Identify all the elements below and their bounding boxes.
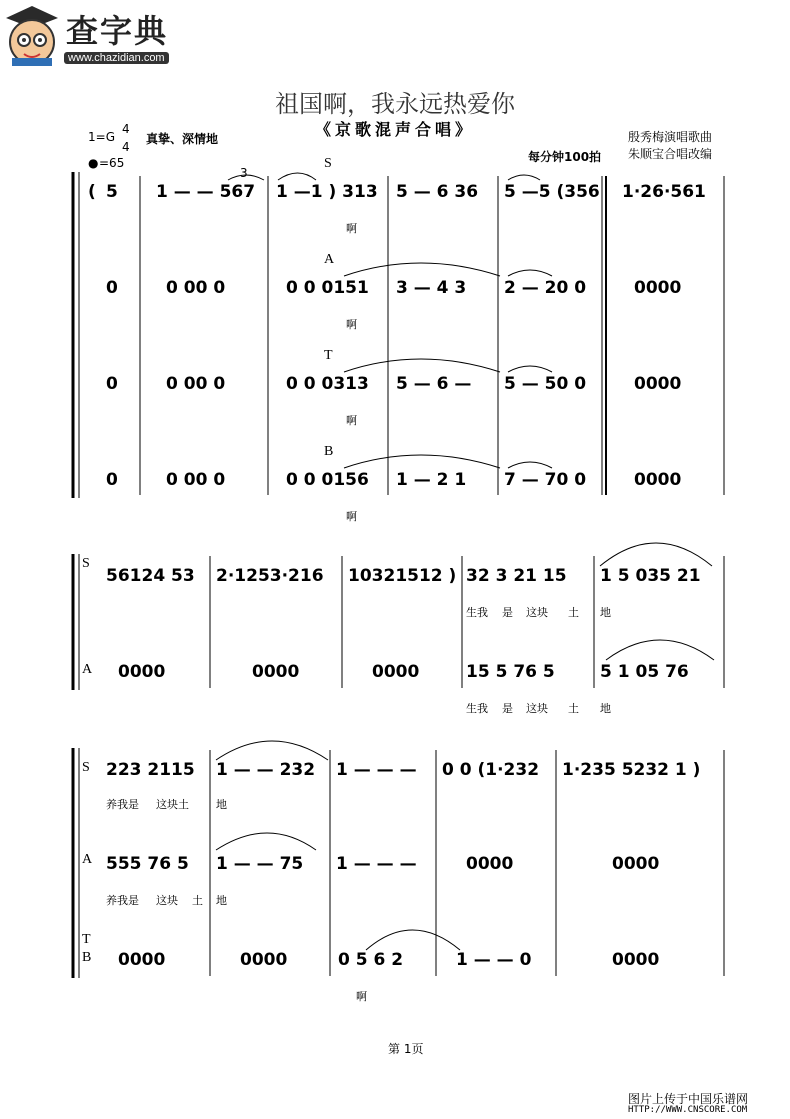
s2-lyric-a-3: 土 [568,702,579,715]
s1-b-m5: 0000 [634,470,682,490]
s1-lyric-s: 啊 [346,222,357,235]
s2-lyric-a-0: 生我 [466,702,488,715]
tempo-mark: =65 [99,156,125,170]
s1-a-m3: 3 — 4 3 [396,278,467,298]
s2-s-m2: 10321512 ) [348,566,457,586]
logo-url[interactable]: www.chazidian.com [64,52,169,64]
triplet-mark: 3 [240,166,248,180]
s2-lyric-s-4: 地 [600,606,611,619]
s1-lyric-b: 啊 [346,510,357,523]
s3-a-m1: 1 — — 75 [216,854,304,874]
s2-lyric-a-4: 地 [600,702,611,715]
s3-part-label-bass: B [82,950,92,965]
s3-a-m2: 1 — — — [336,854,417,874]
credit-arranger: 朱顺宝合唱改编 [628,147,713,161]
s3-lyric-a-3: 地 [216,894,227,907]
s3-s-m4: 1·235 5232 1 ) [562,760,701,780]
s2-lyric-s-3: 土 [568,606,579,619]
s3-part-label-soprano: S [82,760,90,775]
s3-tb-m0: 0000 [118,950,166,970]
s3-part-label-alto: A [82,852,93,867]
s1-a-m1: 0 00 0 [166,278,226,298]
footer-url[interactable]: HTTP://WWW.CNSCORE.COM [628,1105,748,1115]
song-title: 祖国啊，我永远热爱你 [275,90,515,118]
s1-s-m3: 5 — 6 36 [396,182,479,202]
s3-lyric-a-1: 这块 [156,894,178,907]
s1-a-m5: 0000 [634,278,682,298]
s2-s-m3: 32 3 21 15 [466,566,567,586]
s1-b-m2: 0 0 0156 [286,470,369,490]
s2-lyric-s-0: 生我 [466,606,488,619]
s1-s-m2: 1 —1 ) 313 [276,182,378,202]
s3-s-m3: 0 0 (1·232 [442,760,540,780]
s3-lyric-s-0: 养我是 [106,798,139,811]
s2-s-m1: 2·1253·216 [216,566,324,586]
time-sig-top: 4 [122,122,130,136]
s2-a-m3: 15 5 76 5 [466,662,555,682]
credit-singer: 殷秀梅演唱歌曲 [628,130,713,144]
s2-a-m0: 0000 [118,662,166,682]
s1-lyric-t: 啊 [346,414,357,427]
s1-t-m2: 0 0 0313 [286,374,369,394]
s2-a-m4: 5 1 05 76 [600,662,689,682]
s1-a-m2: 0 0 0151 [286,278,369,298]
s1-t-m1: 0 00 0 [166,374,226,394]
s1-t-m0: 0 [106,374,118,394]
part-label-alto: A [324,252,335,267]
s2-lyric-a-1: 是 [502,702,513,715]
s3-lyric-s-1: 这块土 [156,798,189,811]
s1-t-m5: 0000 [634,374,682,394]
part-label-bass: B [324,444,334,459]
expression-mark: 真挚、深情地 [146,132,219,146]
page-number: 第 1页 [388,1042,424,1056]
s1-a-m0: 0 [106,278,118,298]
tempo-text: 每分钟100拍 [528,150,602,164]
s1-t-m4: 5 — 50 0 [504,374,587,394]
s1-s-paren: ( [88,182,96,202]
s2-lyric-a-2: 这块 [526,702,548,715]
s1-lyric-a: 啊 [346,318,357,331]
s1-b-m4: 7 — 70 0 [504,470,587,490]
s3-tb-m3: 1 — — 0 [456,950,532,970]
time-sig-bottom: 4 [122,140,130,154]
s2-lyric-s-1: 是 [502,606,513,619]
s3-a-m3: 0000 [466,854,514,874]
s2-part-label-alto: A [82,662,93,677]
s3-s-m0: 223 2115 [106,760,195,780]
s1-s-m0: 5 [106,182,118,202]
s1-a-m4: 2 — 20 0 [504,278,587,298]
s3-tb-m1: 0000 [240,950,288,970]
s1-t-m3: 5 — 6 — [396,374,472,394]
s3-tb-m2: 0 5 6 2 [338,950,404,970]
part-label-soprano: S [324,156,332,171]
s1-s-m4: 5 —5 (356 [504,182,600,202]
s3-lyric-a-0: 养我是 [106,894,139,907]
s2-s-m4: 1 5 035 21 [600,566,701,586]
s3-lyric-s-2: 地 [216,798,227,811]
s1-b-m0: 0 [106,470,118,490]
s2-part-label-soprano: S [82,556,90,571]
footer-source: 图片上传于中国乐谱网 [628,1092,749,1106]
s2-lyric-s-2: 这块 [526,606,548,619]
s1-b-m1: 0 00 0 [166,470,226,490]
s3-part-label-tenor: T [82,932,91,947]
part-label-tenor: T [324,348,333,363]
s2-a-m1: 0000 [252,662,300,682]
s1-s-m1: 1 — — 567 [156,182,256,202]
s2-s-m0: 56124 53 [106,566,195,586]
s1-s-m5: 1·26·561 [622,182,706,202]
logo-title: 查字典 [66,12,169,50]
s3-s-m2: 1 — — — [336,760,417,780]
s1-b-m3: 1 — 2 1 [396,470,467,490]
song-subtitle: 《京歌混声合唱》 [314,120,475,139]
s2-a-m2: 0000 [372,662,420,682]
s3-a-m0: 555 76 5 [106,854,189,874]
s3-lyric-a-2: 土 [192,894,203,907]
s3-lyric-tb: 啊 [356,990,367,1003]
quarter-note-icon: ● [88,156,99,170]
s3-a-m4: 0000 [612,854,660,874]
s3-tb-m4: 0000 [612,950,660,970]
key-signature: 1=G [88,130,115,144]
s3-s-m1: 1 — — 232 [216,760,316,780]
